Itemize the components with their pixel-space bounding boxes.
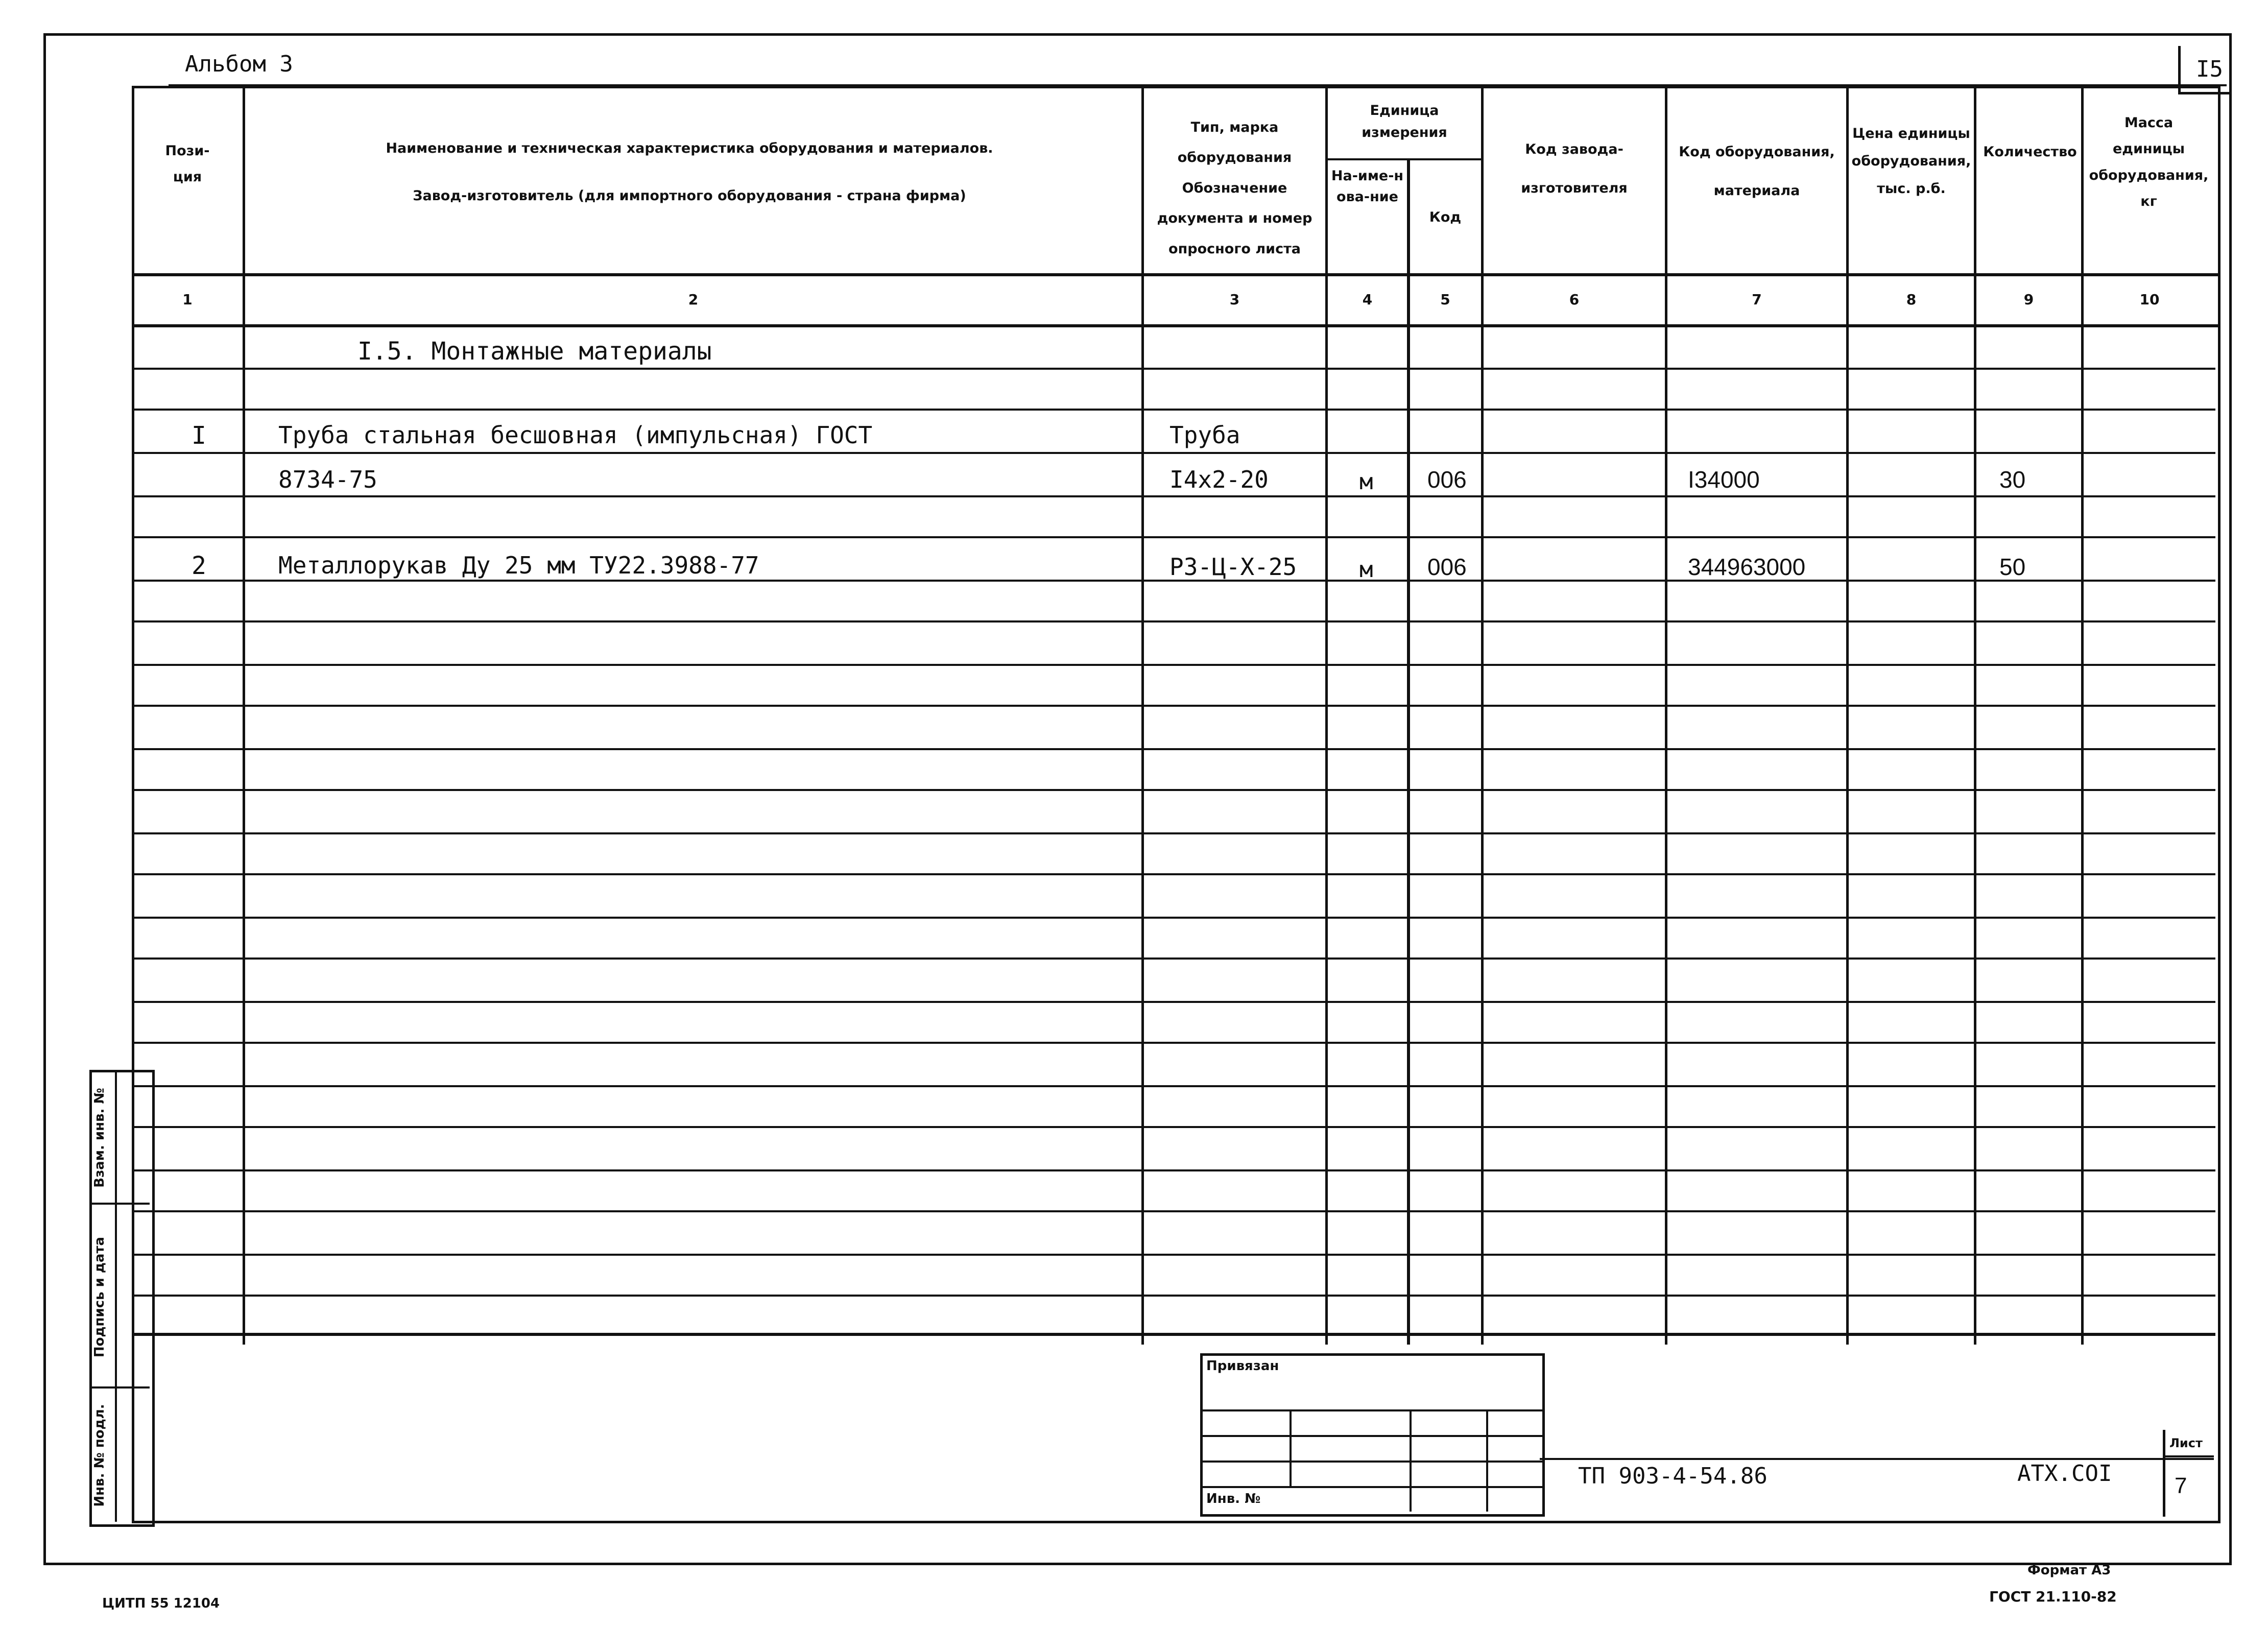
attached-line-4 [1200,1486,1542,1488]
inv-no-label: Инв. № [1206,1491,1261,1506]
side-stamp-line-1 [89,1203,150,1205]
colnum-7: 7 [1752,291,1762,308]
row-2-code: 006 [1427,466,1467,493]
header-mass: Масса единицы оборудования, кг [2089,115,2209,209]
row-line-1 [132,368,2215,370]
footer-format: Формат А3 [2027,1563,2111,1578]
colnum-bottom-line [132,324,2221,327]
colnum-8: 8 [1906,291,1917,308]
row-line-16 [132,1001,2215,1003]
footer-left: ЦИТП 55 12104 [102,1596,220,1611]
row-1-type: Труба [1169,421,1240,449]
row-line-11 [132,789,2215,791]
row-line-19 [132,1126,2215,1128]
header-bottom-line [132,273,2221,276]
footer-gost: ГОСТ 21.110-82 [1989,1588,2117,1605]
row-2-eq-code: I34000 [1688,466,1760,493]
col-line-9 [2081,86,2084,1345]
attached-line-3 [1200,1461,1542,1463]
document-code: АТХ.COI [2017,1461,2112,1487]
row-3-unit: м [1359,557,1373,583]
row-3-eq-code: 344963000 [1688,554,1806,580]
attached-line-1 [1200,1409,1542,1411]
header-type: Тип, марка оборудования Обозначение документа и номер опросного листа [1157,119,1312,257]
header-quantity: Количество [1983,144,2077,160]
header-position [134,138,241,190]
col-line-1 [243,86,245,1345]
col-line-8 [1974,86,1976,1345]
side-stamp-inv-podl: Инв. № подл. [92,1404,107,1507]
row-line-4 [132,495,2215,497]
row-line-18 [132,1085,2215,1087]
header-equipment-code: Код оборудования, материала [1679,144,1835,199]
row-2-unit: м [1359,469,1373,495]
row-line-23 [132,1295,2215,1297]
row-line-7 [132,620,2215,623]
row-line-22 [132,1254,2215,1256]
side-stamp-line-2 [89,1386,150,1388]
row-1-name: Труба стальная бесшовная (импульсная) ГОСТ [278,421,873,449]
row-2-qty: 30 [1999,466,2026,493]
sheet-label: Лист [2169,1436,2203,1450]
colnum-6: 6 [1569,291,1580,308]
attached-vline-1 [1290,1409,1292,1486]
side-stamp-divider [115,1070,117,1522]
col-line-4 [1407,158,1410,1345]
attached-vline-2 [1410,1409,1412,1512]
row-line-21 [132,1210,2215,1212]
sheet-box-line [2163,1455,2214,1457]
header-plant-code: Код завода-изготовителя [1521,141,1628,196]
row-3-code: 006 [1427,554,1467,580]
header-unit-group: Единица измерения [1362,103,1447,141]
header-unit-name: На-име-нова-ние [1331,168,1404,205]
col-line-6 [1665,86,1667,1345]
side-stamp-signature: Подпись и дата [92,1236,107,1358]
col-line-3 [1325,86,1328,1345]
row-line-13 [132,873,2215,875]
row-2-name: 8734-75 [278,466,377,493]
page-number: I5 [2196,56,2223,82]
attached-vline-3 [1486,1409,1488,1512]
row-line-15 [132,957,2215,960]
col-line-5 [1481,86,1484,1345]
row-3-name: Металлорукав Ду 25 мм ТУ22.3988-77 [278,552,759,579]
row-3-qty: 50 [1999,554,2026,580]
col-line-2 [1141,86,1144,1345]
row-line-5 [132,536,2215,538]
attached-line-2 [1200,1435,1542,1437]
side-stamp-inv-vzam: Взам. инв. № [92,1088,107,1188]
row-line-20 [132,1169,2215,1171]
row-line-10 [132,748,2215,750]
header-unit-code: Код [1429,209,1462,225]
header-manufacturer: Завод-изготовитель (для импортного оборудования - страна фирма) [413,188,966,204]
colnum-1: 1 [182,291,193,308]
col-line-7 [1846,86,1849,1345]
title-block-top [1540,1458,2214,1460]
colnum-3: 3 [1229,291,1240,308]
section-title: I.5. Монтажные материалы [357,337,712,366]
sheet-number: 7 [2175,1473,2187,1498]
colnum-9: 9 [2023,291,2034,308]
album-label: Альбом 3 [185,51,293,77]
unit-group-line [1325,158,1481,160]
header-price: Цена единицы оборудования, тыс. р.б. [1851,126,1971,197]
header-name: Наименование и техническая характеристика оборудования и материалов. [386,140,993,156]
row-line-12 [132,832,2215,834]
row-3-type: РЗ-Ц-Х-25 [1169,553,1297,581]
row-line-8 [132,664,2215,666]
colnum-5: 5 [1440,291,1450,308]
row-line-24 [132,1333,2215,1336]
designation: ТП 903-4-54.86 [1578,1463,1768,1489]
row-line-14 [132,917,2215,919]
row-1-pos: I [192,421,206,450]
attached-label: Привязан [1206,1358,1279,1374]
row-2-type: I4x2-20 [1169,466,1269,493]
row-line-9 [132,705,2215,707]
colnum-4: 4 [1362,291,1373,308]
header-position-text: Пози- ция [165,143,210,185]
row-line-3 [132,452,2215,454]
row-line-17 [132,1042,2215,1044]
row-3-pos: 2 [192,552,206,580]
row-line-2 [132,409,2215,411]
colnum-10: 10 [2139,291,2160,308]
colnum-2: 2 [688,291,699,308]
